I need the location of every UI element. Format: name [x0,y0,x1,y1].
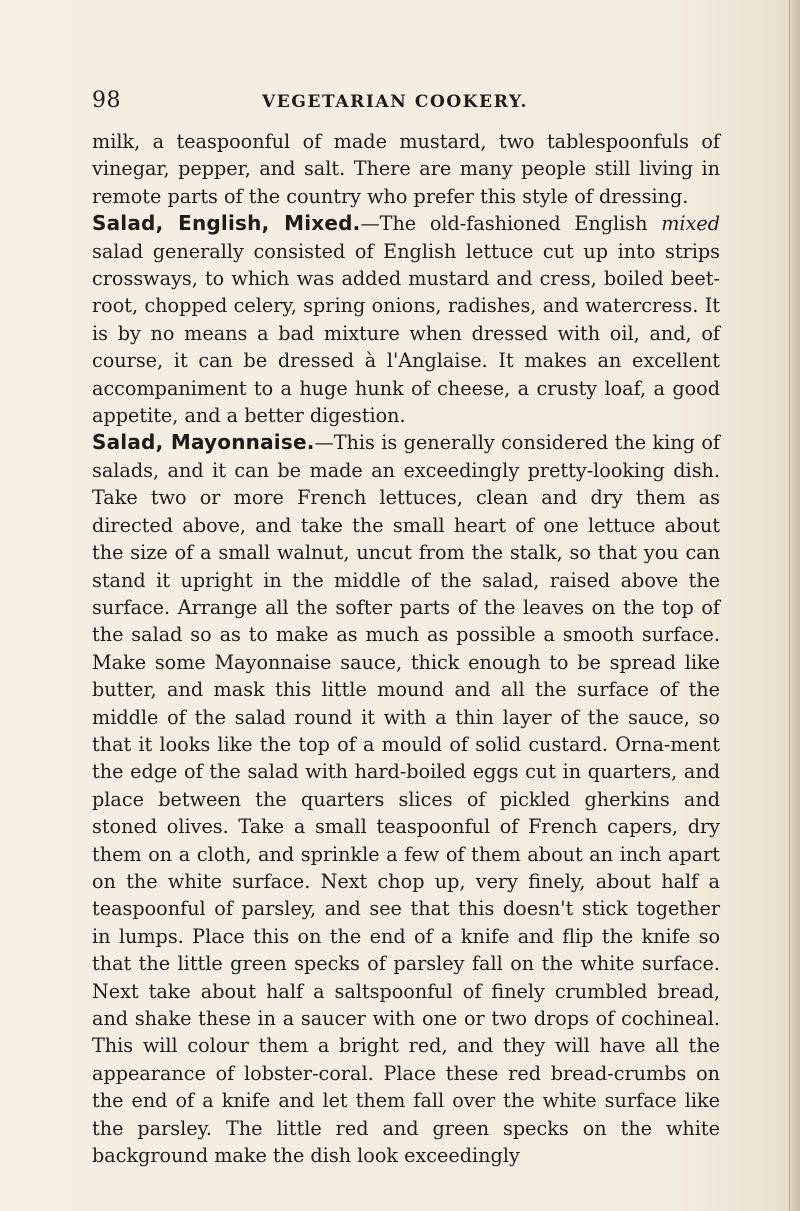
paragraph-continuation: milk, a teaspoonful of made mustard, two tablespoonfuls of vinegar, pepper, and salt. There are many people still living in remote parts of the country who prefer this style of dressing. [92,130,720,208]
entry-text: salad generally consisted of English lettuce cut up into strips crossways, to which was added mustard and cress, boiled beet-root, chopped celery, spring onions, radishes, and watercress. It is by no means a bad mixture when dressed with oil, and, of course, it can be dressed à l'Anglaise. It makes an excellent accompaniment to a huge hunk of cheese, a crusty loaf, a good appetite, and a better digestion. [92,239,720,428]
page-number: 98 [92,88,121,113]
entry-salad-mayonnaise [92,429,720,1169]
body-text [92,128,720,1169]
entry-salad-english-mixed [92,210,720,429]
entry-text: —This is generally considered the king of salads, and it can be made an exceedingly pretty-looking dish. Take two or more French lettuces, clean and dry them as directed above, and take the small heart of one lettuce about the size of a small walnut, uncut from the stalk, so that you can stand it upright in the middle of the salad, raised above the surface. Arrange all the softer parts of the leaves on the top of the salad so as to make as much as possible a smooth surface. Make some Mayonnaise sauce, thick enough to be spread like butter, and mask this little mound and all the surface of the middle of the salad round it with a thin layer of the sauce, so that it looks like the top of a mould of solid custard. Orna-ment the edge of the salad with hard-boiled eggs cut in quarters, and place between the quarters slices of pickled gherkins and stoned olives. Take a small teaspoonful of French capers, dry them on a cloth, and sprinkle a few of them about an inch apart on the white surface. Next chop up, very finely, about half a teaspoonful of parsley, and see that this doesn't stick together in lumps. Place this on the end of a knife and flip the knife so that the little green specks of parsley fall on the white surface. Next take about half a saltspoonful of finely crumbled bread, and shake these in a saucer with one or two drops of cochineal. This will colour them a bright red, and they will have all the appearance of lobster-coral. Place these red bread-crumbs on the end of a knife and let them fall over the white surface like the parsley. The little red and green specks on the white background make the dish look exceedingly [92,431,721,1168]
entry-text: —The old-fashioned English [360,212,662,236]
running-head [92,88,720,118]
page-edge [786,0,800,1211]
running-title: VEGETARIAN COOKERY. [262,92,529,112]
entry-heading: Salad, English, Mixed. [92,211,361,236]
entry-italic-word: mixed [661,212,720,236]
entry-heading: Salad, Mayonnaise. [92,430,315,455]
